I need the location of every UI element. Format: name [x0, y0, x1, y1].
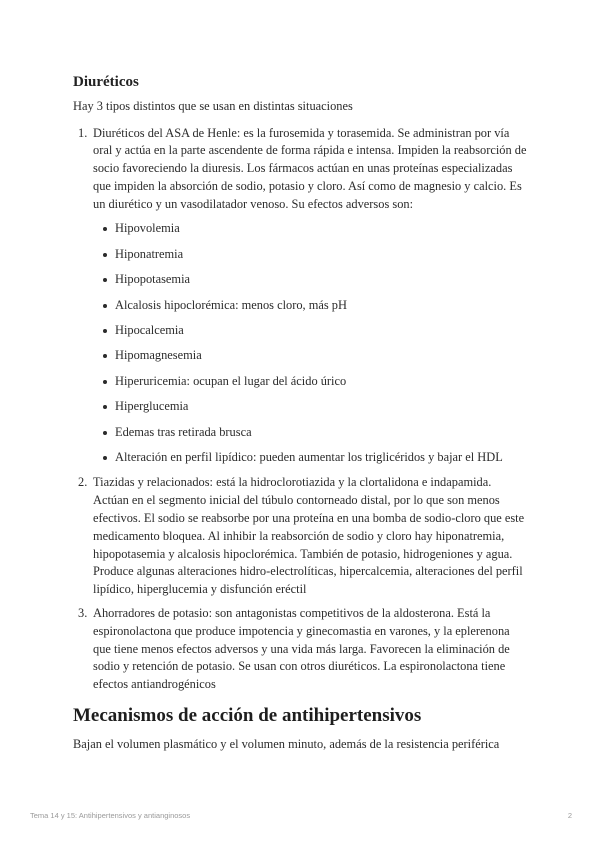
bullet-icon	[103, 456, 107, 460]
page-number: 2	[567, 811, 572, 820]
effect-text: Alteración en perfil lipídico: pueden aumentar los triglicéridos y bajar el HDL	[115, 450, 503, 464]
bullet-icon	[103, 354, 107, 358]
list-item	[103, 347, 528, 364]
list-number: 3.	[78, 605, 88, 620]
effect-text: Hiperuricemia: ocupan el lugar del ácido úrico	[115, 373, 347, 388]
list-item	[103, 297, 528, 314]
bullet-icon	[103, 227, 107, 231]
list-item-text: Diuréticos del ASA de Henle: es la furosemida y torasemida. Se administran por vía oral y actúa en la parte ascendente de forma rápida e intensa. Impiden la reabsorción de socio favoreciendo la diuresis. Los fármacos actúan en unas proteínas especializadas que impiden la absorción de sodio, potasio y cloro. Así como de magnesio y calcio. Es un diurético y un vasodilatador venoso. Su efectos adversos son:	[93, 125, 527, 211]
effect-text: Alcalosis hipoclorémica: menos cloro, más pH	[115, 297, 347, 312]
adverse-effects-list	[93, 220, 528, 466]
list-number: 2.	[78, 475, 88, 490]
effect-text: Hipocalcemia	[115, 323, 184, 338]
bullet-icon	[103, 431, 107, 435]
section-title: Diuréticos	[73, 74, 139, 90]
list-item-text: Tiazidas y relacionados: está la hidroclorotiazida y la clortalidona e indapamida. Actúan en el segmento inicial del túbulo contorneado distal, por lo que son menos efectivos. El sodio se reabsorbe por una proteína en una bomba de sodio-cloro que este medicamento bloquea. Al inhibir la reabsorción de sodio y cloro hay hiponatremia, hipopotasemia y alcalosis hipoclorémica. También de potasio, hidrogeniones y agua. Produce algunas alteraciones hidro-electrolíticas, hipercalcemia, alteraciones del perfil lipídico, hiperglucemia y disfunción eréctil	[93, 475, 525, 597]
list-item-loop-diuretics	[78, 125, 528, 467]
list-number: 1.	[78, 125, 88, 140]
list-item	[103, 424, 528, 441]
effect-text: Hipomagnesemia	[115, 348, 202, 363]
list-item	[103, 398, 528, 415]
mechanisms-heading: Mecanismos de acción de antihipertensivos	[73, 704, 422, 726]
effect-text: Hiperglucemia	[115, 399, 189, 414]
effect-text: Hipopotasemia	[115, 272, 191, 287]
bullet-icon	[103, 278, 107, 282]
effect-text: Hiponatremia	[115, 246, 184, 261]
list-item	[103, 373, 528, 390]
bullet-icon	[103, 405, 107, 409]
list-item	[103, 220, 528, 237]
list-item	[103, 322, 528, 339]
list-item	[103, 246, 528, 263]
bullet-icon	[103, 329, 107, 333]
bullet-icon	[103, 253, 107, 257]
list-item-thiazides	[78, 474, 528, 599]
list-item	[103, 449, 528, 466]
section-intro: Hay 3 tipos distintos que se usan en distintas situaciones	[73, 99, 353, 113]
list-item-potassium-sparing	[78, 605, 528, 694]
bullet-icon	[103, 304, 107, 308]
mechanisms-text: Bajan el volumen plasmático y el volumen minuto, además de la resistencia periférica	[73, 736, 500, 751]
bullet-icon	[103, 380, 107, 384]
list-item-text: Ahorradores de potasio: son antagonistas competitivos de la aldosterona. Está la espironolactona que produce impotencia y ginecomastia en varones, y la eplerenona que tiene menos efectos adversos y una vida más larga. Favorecen la eliminación de sodio y retención de potasio. Se usan con otros diuréticos. La espironolactona tiene efectos antiandrogénicos	[93, 605, 510, 692]
diuretics-list	[73, 125, 528, 694]
effect-text: Edemas tras retirada brusca	[115, 424, 252, 439]
page-content	[73, 72, 528, 753]
footer-title: Tema 14 y 15: Antihipertensivos y antianginosos	[30, 811, 191, 820]
list-item	[103, 271, 528, 288]
effect-text: Hipovolemia	[115, 221, 180, 236]
